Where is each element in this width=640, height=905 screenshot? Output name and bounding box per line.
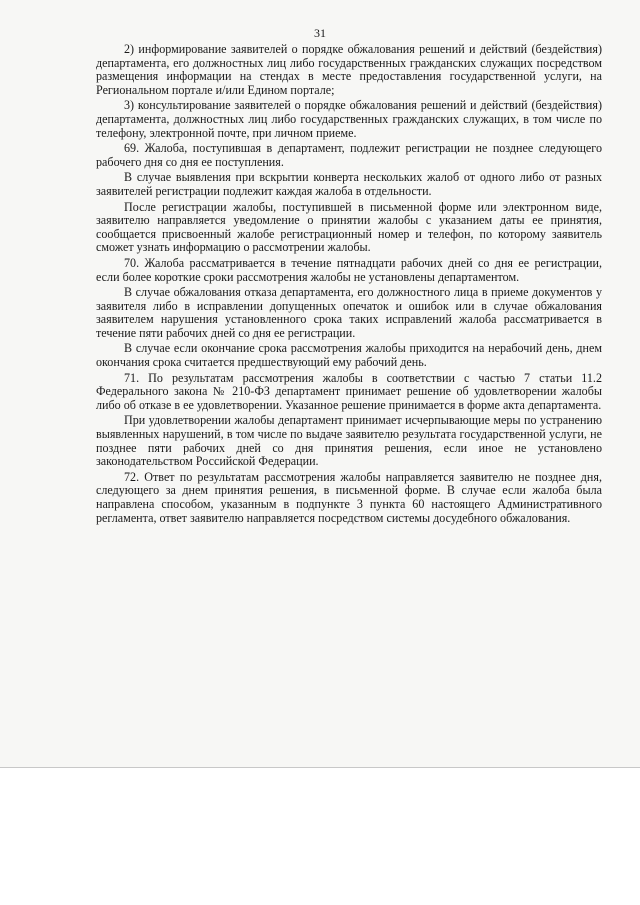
paragraph: 69. Жалоба, поступившая в департамент, подлежит регистрации не позднее следующего рабочего дня со дня ее поступления. (96, 141, 602, 169)
paragraph: 72. Ответ по результатам рассмотрения жалобы направляется заявителю не позднее дня, следующего за днем принятия решения, в письменной форме. В случае если жалоба была направлена способом, указанным в подпункте 3 пункта 60 настоящего Административного регламента, ответ заявителю направляется посредством системы досудебного обжалования. (96, 469, 602, 525)
paragraph: После регистрации жалобы, поступившей в письменной форме или электронном виде, заявителю направляется уведомление о принятии жалобы с указанием даты ее принятия, сообщается присвоенный жалобе регистрационный номер и телефон, по которому заявитель сможет узнать информацию о рассмотрении жалобы. (96, 199, 602, 255)
document-body (96, 43, 602, 527)
paragraph: 70. Жалоба рассматривается в течение пятнадцати рабочих дней со дня ее регистрации, если более короткие сроки рассмотрения жалобы не установлены департаментом. (96, 255, 602, 284)
paragraph: В случае если окончание срока рассмотрения жалобы приходится на нерабочий день, днем окончания срока считается предшествующий ему рабочий день. (96, 341, 602, 370)
paragraph: 3) консультирование заявителей о порядке обжалования решений и действий (бездействия) департамента, должностных лиц либо государственных гражданских служащих, в том числе по телефону, электронной почте, при личном приеме. (96, 98, 602, 140)
paragraph: 2) информирование заявителей о порядке обжалования решений и действий (бездействия) департамента, его должностных лиц либо государственных гражданских служащих посредством размещения информации на стендах в месте предоставления государственной услуги, на Региональном портале и/или Едином портале; (96, 42, 602, 97)
paragraph: 71. По результатам рассмотрения жалобы в соответствии с частью 7 статьи 11.2 Федерального закона № 210-ФЗ департамент принимает решение об удовлетворении жалобы либо об отказе в ее удовлетворении. Указанное решение принимается в форме акта департамента. (96, 370, 602, 412)
page-number: 31 (314, 26, 326, 40)
paragraph: В случае выявления при вскрытии конверта нескольких жалоб от одного либо от разных заявителей регистрации подлежит каждая жалоба в отдельности. (96, 170, 602, 198)
paragraph: В случае обжалования отказа департамента, его должностного лица в приеме документов у заявителя либо в исправлении допущенных опечаток и ошибок или в случае обжалования заявителем нарушения установленного срока таких исправлений жалоба рассматривается в течение пяти рабочих дней со дня ее регистрации. (96, 285, 602, 340)
paragraph: При удовлетворении жалобы департамент принимает исчерпывающие меры по устранению выявленных нарушений, в том числе по выдаче заявителю результата государственной услуги, не позднее пяти рабочих дней со дня принятия решения, если иное не установлено законодательством Российской Федерации. (96, 413, 602, 469)
